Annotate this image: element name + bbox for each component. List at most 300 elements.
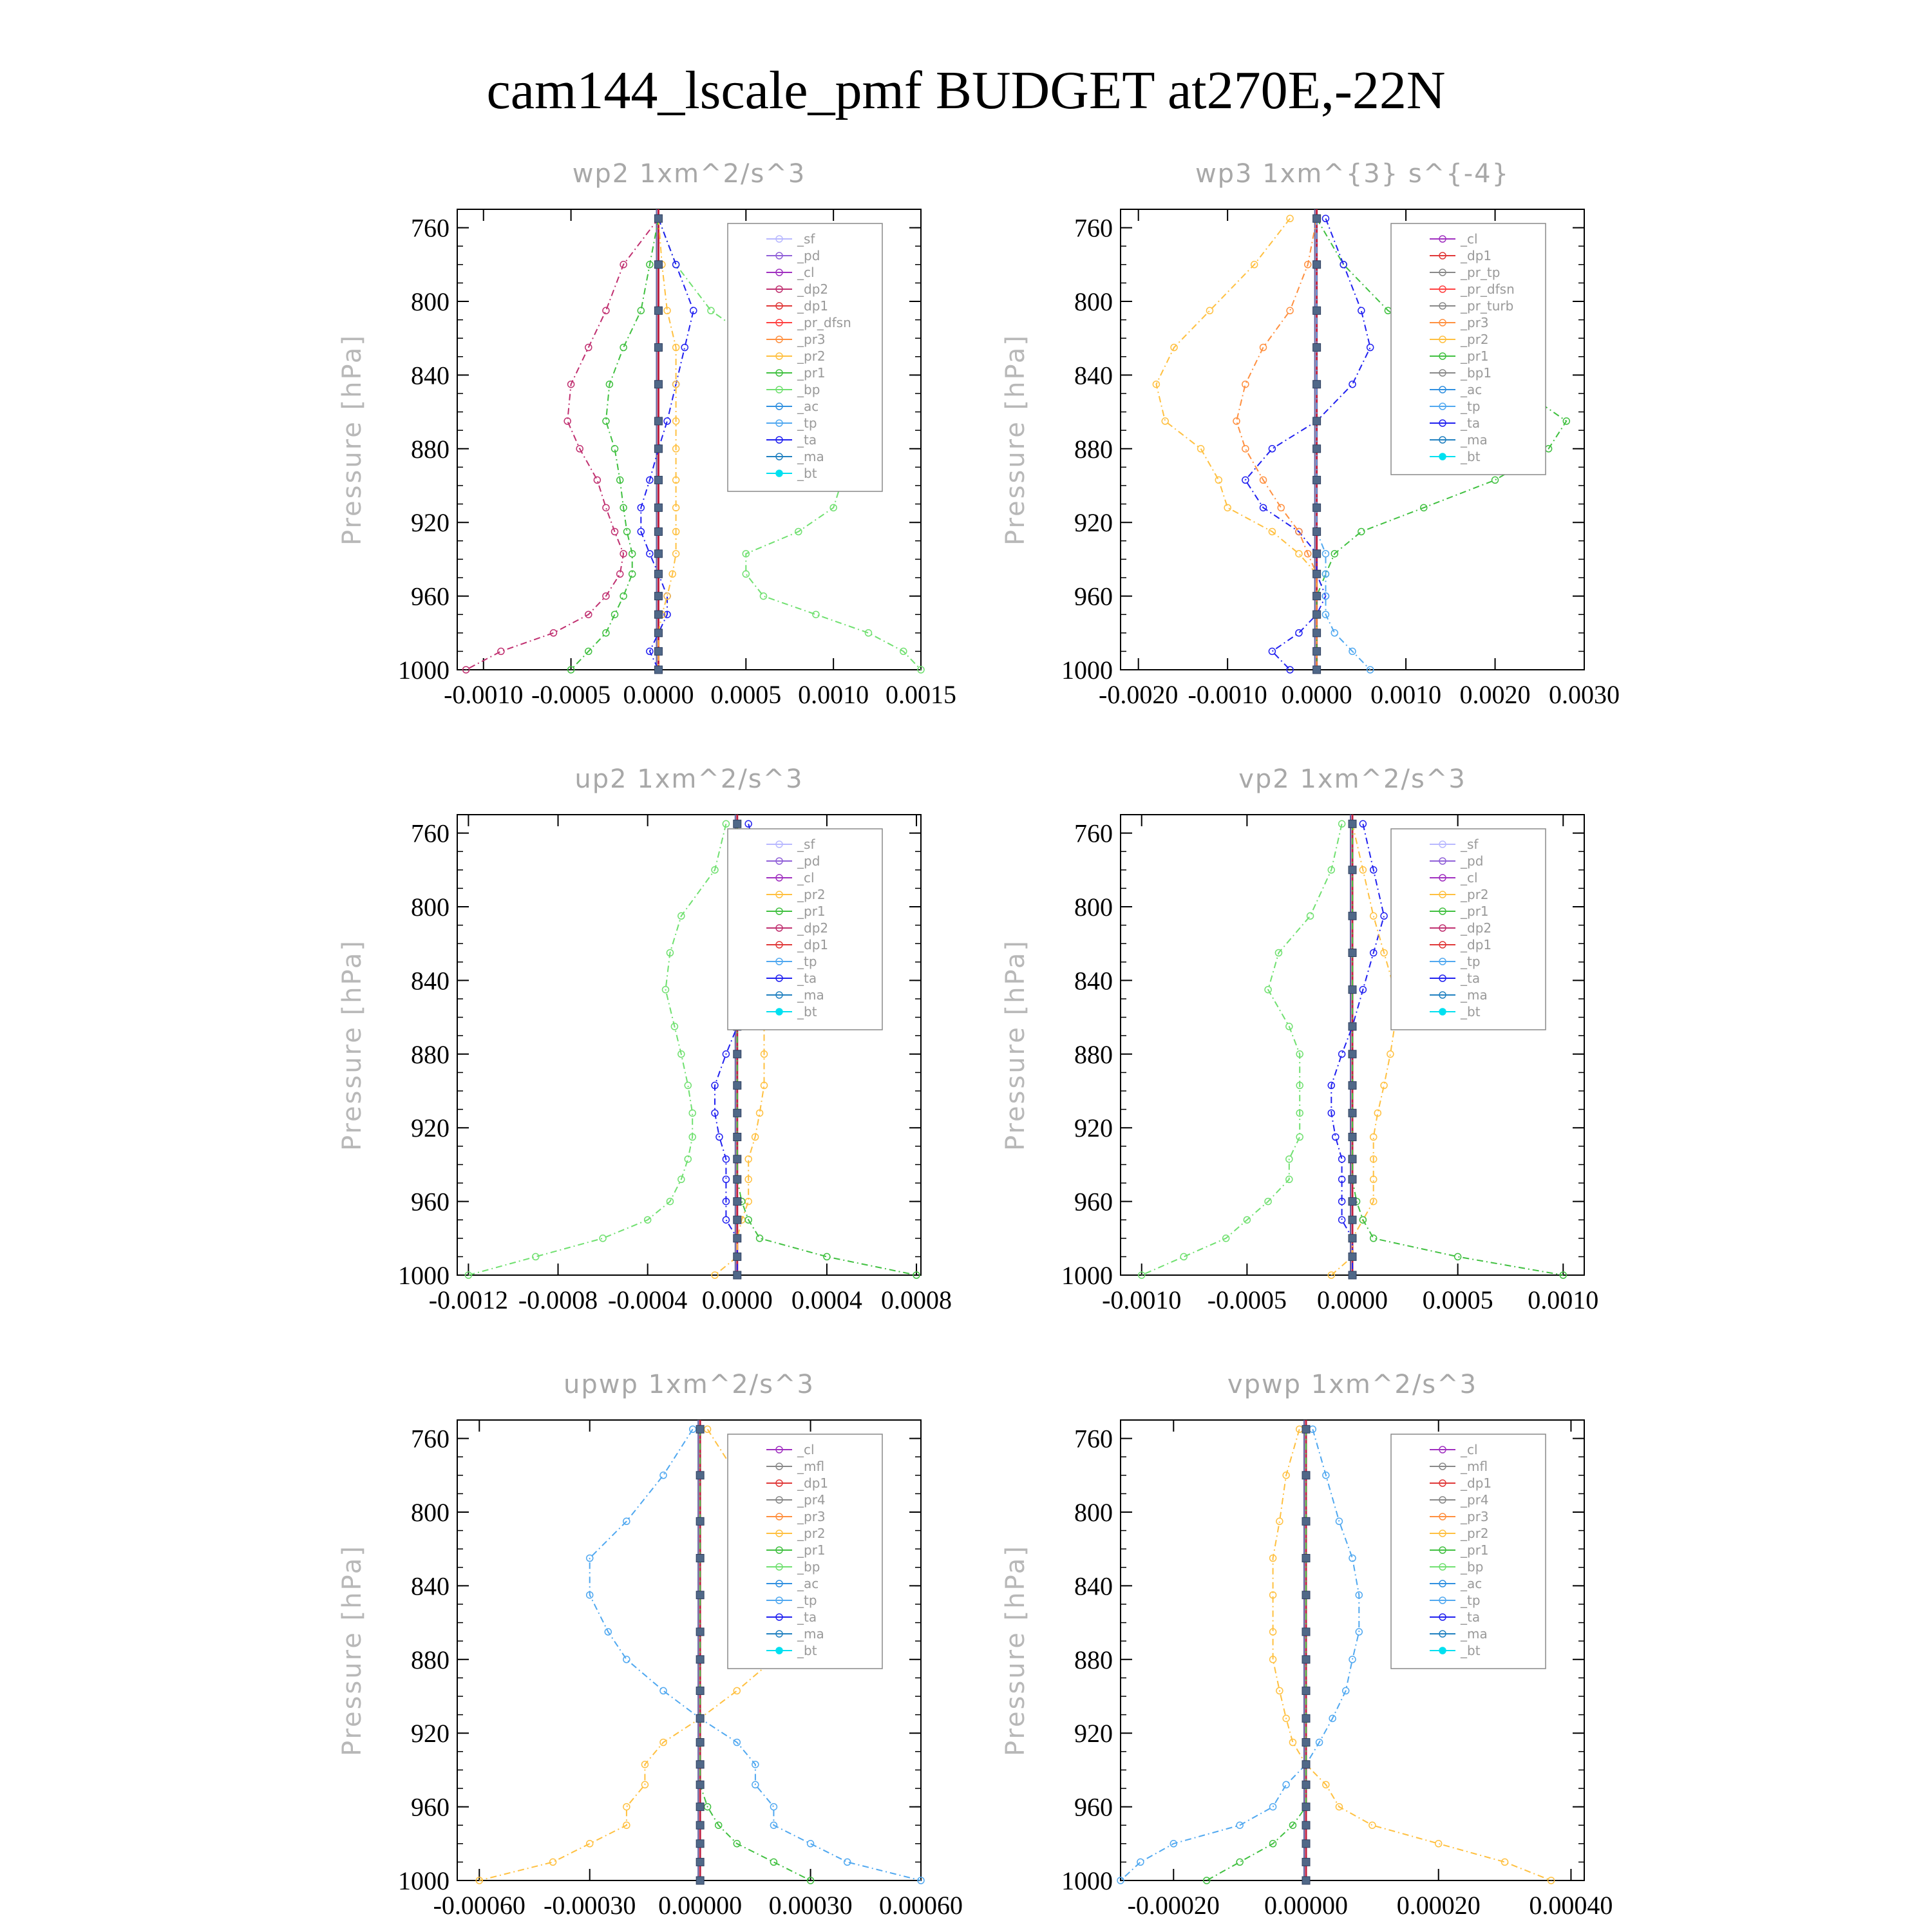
chart-panel-5 [337, 1370, 963, 1920]
x-tick-label: 0.0010 [1528, 1285, 1599, 1314]
legend-entry: _pr3 [1461, 1509, 1489, 1524]
legend-entry: _bt [797, 466, 817, 481]
series-marker [1322, 551, 1329, 557]
x-tick-label: -0.0005 [531, 680, 611, 709]
zero-marker [654, 666, 662, 674]
x-tick-label: 0.00000 [1264, 1891, 1348, 1920]
zero-marker [654, 261, 662, 269]
legend-entry: _ac [797, 1576, 819, 1591]
legend-entry: _cl [1461, 231, 1478, 247]
legend-entry: _dp1 [1461, 1475, 1492, 1491]
series-marker [743, 571, 749, 577]
y-tick-label: 760 [1074, 819, 1113, 848]
zero-marker [696, 1739, 704, 1747]
series-marker [708, 307, 714, 314]
zero-marker [1313, 550, 1321, 558]
legend-entry: _dp1 [797, 1475, 829, 1491]
x-tick-label: -0.0010 [1102, 1285, 1182, 1314]
series-marker [550, 630, 556, 636]
series-marker [1492, 477, 1499, 483]
y-tick-label: 800 [1074, 1498, 1113, 1527]
series-marker [660, 1472, 667, 1479]
legend-entry: _pr1 [1461, 1542, 1489, 1558]
series-marker [681, 345, 688, 351]
zero-marker [1302, 1840, 1310, 1848]
legend-entry: _ac [797, 399, 819, 414]
legend-entry: _pr2 [797, 348, 826, 364]
series-marker [1358, 529, 1365, 535]
series-marker [1307, 913, 1314, 919]
series-marker [620, 593, 627, 600]
legend-entry: _cl [797, 870, 815, 886]
legend-entry: _ac [1461, 382, 1482, 397]
series-marker [660, 1687, 667, 1694]
series-marker [690, 1426, 696, 1432]
legend-entry: _bp1 [1461, 365, 1492, 381]
legend-entry: _tp [1461, 954, 1481, 969]
series-marker [664, 418, 670, 424]
legend-entry: _bp [797, 382, 820, 397]
y-tick-label: 960 [411, 1792, 450, 1822]
legend-entry: _ma [797, 1626, 824, 1642]
legend-entry: _tp [797, 415, 817, 431]
zero-marker [654, 647, 662, 655]
zero-marker [654, 504, 662, 511]
series-marker [808, 1841, 814, 1847]
series-marker [1339, 1051, 1345, 1057]
y-tick-label: 1000 [1061, 1866, 1113, 1895]
series-marker [1331, 630, 1338, 636]
series-marker [1215, 477, 1222, 483]
series-marker [1387, 1051, 1394, 1057]
x-tick-label: -0.0004 [607, 1285, 688, 1314]
zero-marker [1349, 1253, 1356, 1260]
legend-entry: _pd [1461, 853, 1484, 869]
legend-entry: _sf [797, 837, 815, 852]
series-marker [1162, 418, 1168, 424]
y-tick-label: 1000 [398, 1866, 450, 1895]
legend-marker [1439, 1009, 1446, 1015]
x-tick-label: -0.0012 [428, 1285, 509, 1314]
zero-marker [696, 1656, 704, 1663]
series-marker [1283, 1781, 1289, 1788]
series-line [1317, 218, 1370, 670]
legend-entry: _ta [1461, 415, 1481, 431]
series-marker [1349, 381, 1356, 388]
legend-marker [1439, 1647, 1446, 1654]
series-marker [1180, 1253, 1187, 1260]
legend-entry: _bp [1461, 1559, 1484, 1575]
legend-entry: _tp [1461, 1593, 1481, 1608]
legend-entry: _cl [1461, 1442, 1478, 1457]
y-tick-label: 1000 [398, 656, 450, 685]
zero-marker [696, 1858, 704, 1866]
series-marker [689, 1110, 696, 1116]
x-tick-label: 0.0000 [623, 680, 694, 709]
series-marker [1370, 913, 1377, 919]
series-marker [1435, 1841, 1442, 1847]
y-tick-label: 840 [1074, 361, 1113, 390]
y-axis-label: Pressure [hPa] [1001, 334, 1030, 545]
legend-entry: _bt [797, 1004, 817, 1019]
series-line [466, 218, 659, 670]
series-marker [723, 1217, 729, 1223]
series-marker [1455, 1253, 1461, 1260]
zero-marker [654, 476, 662, 484]
legend-entry: _ta [797, 432, 817, 448]
series-marker [498, 648, 504, 654]
x-tick-label: 0.0005 [1422, 1285, 1493, 1314]
zero-marker [654, 570, 662, 578]
legend-entry: _cl [797, 265, 815, 280]
zero-marker [696, 1781, 704, 1788]
y-tick-label: 800 [411, 893, 450, 922]
legend-marker [776, 1009, 782, 1015]
series-marker [638, 307, 644, 314]
zero-marker [1302, 1472, 1310, 1479]
zero-marker [654, 417, 662, 425]
x-tick-label: -0.0010 [444, 680, 524, 709]
legend-entry: _ta [1461, 971, 1481, 986]
series-marker [1242, 446, 1249, 452]
zero-marker [734, 1175, 741, 1183]
zero-marker [1313, 504, 1321, 511]
x-tick-label: 0.00060 [879, 1891, 963, 1920]
series-line [1142, 824, 1342, 1275]
zero-marker [1313, 445, 1321, 453]
y-tick-label: 760 [411, 213, 450, 243]
series-marker [1296, 551, 1302, 557]
zero-marker [1302, 1656, 1310, 1663]
legend-entry: _mfl [1461, 1459, 1488, 1474]
zero-marker [1313, 214, 1321, 222]
zero-marker [1349, 1023, 1356, 1030]
series-line [1331, 824, 1384, 1275]
legend-entry: _tp [797, 954, 817, 969]
series-line [1121, 1429, 1359, 1880]
x-tick-label: -0.00030 [544, 1891, 636, 1920]
series-marker [612, 611, 618, 618]
page-title: cam144_lscale_pmf BUDGET at270E,-22N [486, 61, 1446, 120]
series-marker [603, 504, 609, 511]
zero-marker [1313, 647, 1321, 655]
zero-marker [1313, 417, 1321, 425]
zero-marker [1302, 1555, 1310, 1562]
zero-marker [654, 592, 662, 600]
y-axis-label: Pressure [hPa] [337, 939, 367, 1151]
zero-marker [1349, 1235, 1356, 1242]
zero-marker [1349, 1216, 1356, 1224]
zero-marker [734, 1271, 741, 1279]
y-axis-label: Pressure [hPa] [1001, 939, 1030, 1151]
legend-entry: _mfl [797, 1459, 825, 1474]
y-tick-label: 960 [1074, 1187, 1113, 1217]
zero-marker [1313, 611, 1321, 618]
zero-marker [696, 1877, 704, 1884]
zero-marker [1313, 592, 1321, 600]
y-tick-label: 880 [411, 1039, 450, 1069]
series-marker [673, 261, 679, 268]
panel-title: wp2 1xm^2/s^3 [572, 159, 806, 189]
y-tick-label: 880 [411, 1645, 450, 1674]
series-marker [594, 477, 600, 483]
legend-marker [776, 1647, 782, 1654]
zero-marker [1302, 1761, 1310, 1768]
series-marker [770, 1859, 777, 1865]
series-marker [1269, 648, 1275, 654]
zero-marker [1349, 820, 1356, 828]
legend-entry: _dp2 [1461, 920, 1492, 936]
zero-marker [654, 445, 662, 453]
x-tick-label: 0.0010 [1370, 680, 1442, 709]
y-tick-label: 840 [1074, 1571, 1113, 1601]
legend-entry: _pr1 [797, 1542, 826, 1558]
y-tick-label: 800 [411, 1498, 450, 1527]
legend-entry: _pr2 [1461, 332, 1489, 347]
zero-marker [654, 611, 662, 618]
legend-marker [1439, 453, 1446, 460]
x-tick-label: -0.0005 [1207, 1285, 1287, 1314]
y-tick-label: 960 [1074, 1792, 1113, 1822]
y-tick-label: 1000 [1061, 1261, 1113, 1290]
legend-entry: _pr1 [1461, 348, 1489, 364]
zero-marker [1313, 629, 1321, 637]
series-marker [603, 307, 609, 314]
series-marker [723, 1176, 729, 1182]
series-line [1156, 218, 1316, 670]
y-tick-label: 920 [1074, 1113, 1113, 1143]
y-tick-label: 920 [1074, 508, 1113, 538]
y-tick-label: 1000 [398, 1261, 450, 1290]
x-tick-label: 0.00030 [768, 1891, 853, 1920]
zero-marker [1302, 1858, 1310, 1866]
series-marker [770, 1804, 777, 1810]
legend-entry: _pr2 [1461, 887, 1489, 902]
zero-marker [1302, 1781, 1310, 1788]
x-tick-label: -0.00020 [1127, 1891, 1220, 1920]
chart-panel-1 [337, 159, 956, 709]
legend-entry: _bt [1461, 1643, 1481, 1658]
y-tick-label: 920 [1074, 1719, 1113, 1748]
legend-entry: _pr_dfsn [1461, 281, 1515, 297]
zero-marker [1302, 1803, 1310, 1811]
series-line [1331, 824, 1394, 1275]
series-marker [1276, 1518, 1283, 1524]
series-marker [1224, 504, 1231, 511]
legend-entry: _dp1 [797, 937, 829, 952]
y-tick-label: 840 [411, 966, 450, 996]
y-tick-label: 840 [411, 361, 450, 390]
legend-entry: _pr1 [797, 904, 826, 919]
x-tick-label: 0.0000 [1281, 680, 1352, 709]
series-marker [1349, 1656, 1356, 1663]
zero-marker [1302, 1628, 1310, 1636]
y-tick-label: 840 [1074, 966, 1113, 996]
zero-marker [696, 1472, 704, 1479]
legend-entry: _ma [1461, 432, 1488, 448]
zero-marker [696, 1821, 704, 1829]
series-marker [1278, 504, 1284, 511]
panel-title: wp3 1xm^{3} s^{-4} [1195, 159, 1510, 189]
zero-marker [654, 550, 662, 558]
zero-marker [696, 1803, 704, 1811]
y-tick-label: 840 [411, 1571, 450, 1601]
legend-entry: _pd [797, 248, 820, 263]
series-marker [620, 345, 627, 351]
x-tick-label: 0.0005 [710, 680, 782, 709]
y-tick-label: 800 [1074, 893, 1113, 922]
series-marker [1381, 913, 1387, 919]
zero-marker [734, 1253, 741, 1260]
legend-entry: _cl [797, 1442, 815, 1457]
series-marker [705, 1426, 711, 1432]
legend-entry: _sf [797, 231, 815, 247]
series-marker [587, 1841, 593, 1847]
series-line [1245, 218, 1370, 670]
zero-marker [734, 820, 741, 828]
legend-entry: _bp [797, 1559, 820, 1575]
legend-entry: _dp1 [1461, 937, 1492, 952]
y-tick-label: 880 [1074, 1039, 1113, 1069]
zero-marker [1302, 1687, 1310, 1694]
legend-entry: _pr4 [1461, 1492, 1489, 1508]
series-marker [1339, 1217, 1345, 1223]
zero-marker [1313, 528, 1321, 536]
zero-marker [654, 528, 662, 536]
y-axis-label: Pressure [hPa] [1001, 1544, 1030, 1756]
legend-entry: _ma [797, 987, 824, 1003]
x-tick-label: 0.0008 [881, 1285, 952, 1314]
legend-entry: _bt [797, 1643, 817, 1658]
y-tick-label: 1000 [1061, 656, 1113, 685]
legend-entry: _sf [1461, 837, 1479, 852]
zero-marker [696, 1425, 704, 1433]
zero-marker [1302, 1739, 1310, 1747]
y-tick-label: 960 [411, 1187, 450, 1217]
legend-entry: _pr2 [797, 887, 826, 902]
legend-entry: _pr3 [797, 1509, 826, 1524]
legend-entry: _ta [1461, 1609, 1481, 1625]
y-axis-label: Pressure [hPa] [337, 334, 367, 545]
legend-entry: _tp [797, 1593, 817, 1608]
y-tick-label: 760 [1074, 1424, 1113, 1454]
legend-entry: _tp [1461, 399, 1481, 414]
zero-marker [734, 1155, 741, 1163]
series-marker [623, 1804, 630, 1810]
y-tick-label: 760 [411, 819, 450, 848]
zero-marker [1313, 381, 1321, 388]
series-marker [1269, 446, 1275, 452]
y-tick-label: 760 [1074, 213, 1113, 243]
zero-marker [1302, 1714, 1310, 1722]
zero-marker [1349, 866, 1356, 874]
x-tick-label: -0.0010 [1188, 680, 1267, 709]
legend-entry: _dp2 [797, 281, 829, 297]
zero-marker [696, 1591, 704, 1599]
zero-marker [1349, 1081, 1356, 1089]
chart-panel-4 [1001, 764, 1598, 1314]
legend-entry: _pr1 [1461, 904, 1489, 919]
series-marker [1137, 1859, 1144, 1865]
y-tick-label: 920 [411, 1719, 450, 1748]
series-line [468, 824, 726, 1275]
zero-marker [696, 1687, 704, 1694]
series-marker [1322, 215, 1329, 222]
legend-entry: _pr4 [797, 1492, 826, 1508]
series-marker [813, 611, 819, 618]
chart-panel-3 [337, 764, 952, 1314]
series-marker [623, 1656, 630, 1663]
zero-marker [1349, 1133, 1356, 1141]
zero-marker [734, 1235, 741, 1242]
legend-entry: _ma [797, 449, 824, 464]
legend-entry: _pr_dfsn [797, 315, 851, 330]
legend-entry: _ta [797, 971, 817, 986]
zero-marker [696, 1517, 704, 1525]
panel-title: upwp 1xm^2/s^3 [564, 1370, 815, 1399]
zero-marker [654, 214, 662, 222]
zero-marker [734, 1198, 741, 1206]
legend-entry: _pr_turb [1461, 298, 1514, 314]
series-marker [760, 593, 766, 600]
y-tick-label: 760 [411, 1424, 450, 1454]
zero-marker [1313, 570, 1321, 578]
series-line [641, 218, 694, 670]
zero-marker [1302, 1591, 1310, 1599]
x-tick-label: -0.0008 [518, 1285, 598, 1314]
zero-marker [1302, 1821, 1310, 1829]
series-line [1207, 1429, 1306, 1880]
series-marker [1369, 1822, 1376, 1828]
zero-marker [696, 1840, 704, 1848]
legend-entry: _pr3 [1461, 315, 1489, 330]
legend-entry: _dp2 [797, 920, 829, 936]
legend-entry: _pr_tp [1461, 265, 1501, 280]
y-tick-label: 880 [411, 434, 450, 464]
series-marker [1296, 630, 1302, 636]
y-axis-label: Pressure [hPa] [337, 1544, 367, 1756]
x-tick-label: 0.0010 [798, 680, 869, 709]
y-tick-label: 880 [1074, 434, 1113, 464]
zero-marker [654, 629, 662, 637]
zero-marker [1313, 261, 1321, 269]
zero-marker [734, 1050, 741, 1058]
x-tick-label: 0.0000 [701, 1285, 773, 1314]
y-tick-label: 880 [1074, 1645, 1113, 1674]
zero-marker [734, 1216, 741, 1224]
legend-entry: _cl [1461, 870, 1478, 886]
legend-entry: _pr2 [797, 1526, 826, 1541]
panel-title: vpwp 1xm^2/s^3 [1227, 1370, 1478, 1399]
zero-marker [654, 381, 662, 388]
series-marker [1370, 1134, 1377, 1141]
x-tick-label: 0.00000 [658, 1891, 743, 1920]
x-tick-label: 0.0000 [1317, 1285, 1388, 1314]
x-tick-label: 0.0030 [1549, 680, 1620, 709]
legend-entry: _bt [1461, 1004, 1481, 1019]
x-tick-label: 0.0020 [1459, 680, 1531, 709]
x-tick-label: 0.0015 [886, 680, 956, 709]
legend-entry: _ta [797, 1609, 817, 1625]
chart-panel-6 [1001, 1370, 1613, 1920]
zero-marker [1349, 1198, 1356, 1206]
y-tick-label: 960 [411, 582, 450, 611]
series-marker [865, 630, 871, 636]
zero-marker [1349, 986, 1356, 994]
x-tick-label: 0.0004 [791, 1285, 862, 1314]
zero-marker [1313, 476, 1321, 484]
zero-marker [696, 1714, 704, 1722]
